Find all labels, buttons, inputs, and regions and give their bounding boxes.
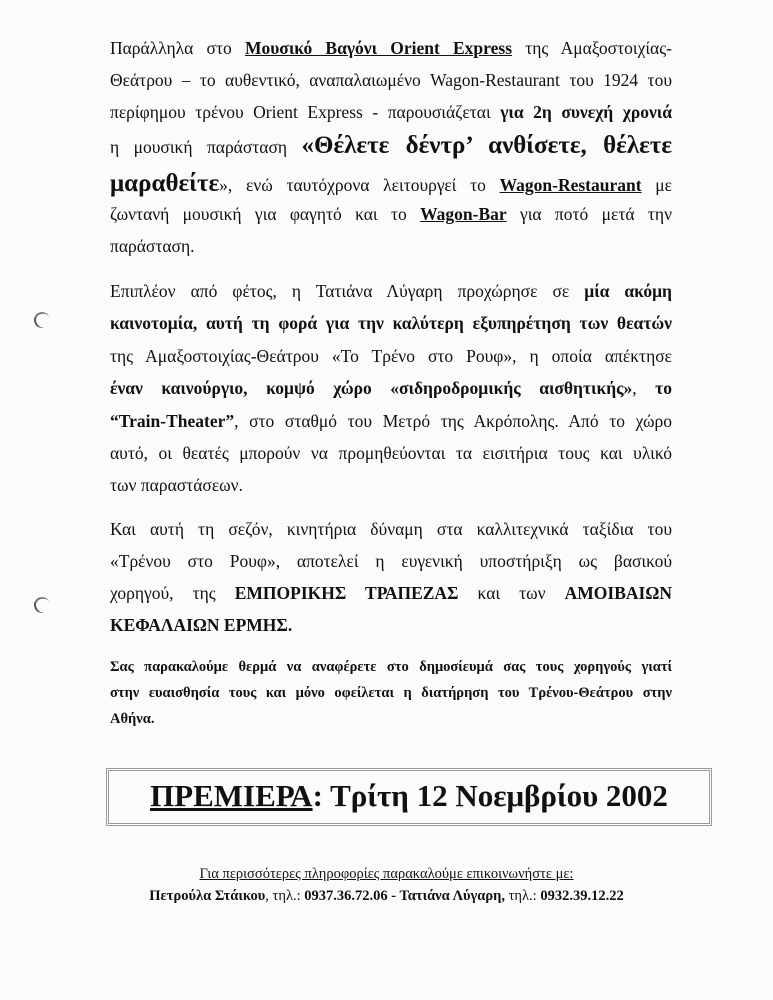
text-line [110, 235, 672, 257]
text-line [110, 37, 672, 59]
contact-name: Τατιάνα Λύγαρη, [399, 888, 505, 904]
text-line [110, 131, 672, 162]
premiere-date: : Τρίτη 12 Νοεμβρίου 2002 [312, 778, 668, 813]
text: », ενώ ταυτόχρονα λειτουργεί το [219, 175, 500, 195]
text-line [110, 280, 672, 302]
text: αυτό, οι θεατές μπορούν να προμηθεύονται τα εισιτήρια τους και υλικό [110, 443, 672, 463]
text: Παράλληλα στο [110, 38, 245, 58]
text: , στο σταθμό του Μετρό της Ακρόπολης. Από το χώρο [234, 411, 672, 431]
text-line [110, 708, 672, 730]
text: για ποτό μετά την [506, 204, 673, 224]
text: παράσταση. [110, 236, 195, 256]
text-line [110, 345, 672, 367]
bold-text: ΚΕΦΑΛΑΙΩΝ ΕΡΜΗΣ. [110, 615, 293, 635]
bold-text: στην ευαισθησία τους και μόνο οφείλεται η διατήρηση του Τρένου-Θεάτρου στην [110, 685, 672, 701]
bold-text: Wagon-Restaurant [499, 175, 642, 195]
text-line [110, 518, 672, 540]
bold-text: ΕΜΠΟΡΙΚΗΣ ΤΡΑΠΕΖΑΣ [234, 583, 459, 603]
bold-text: Αθήνα. [110, 711, 155, 727]
contact-phone: 0937.36.72.06 - [304, 888, 400, 904]
text-line [110, 69, 672, 91]
contact-intro: Για περισσότερες πληροφορίες παρακαλούμε επικοινωνήστε με: [199, 866, 574, 882]
text: της Αμαξοστοιχίας- [512, 38, 672, 58]
text-line [110, 550, 672, 572]
text: Θεάτρου – το αυθεντικό, αναπαλαιωμένο Wagon-Restaurant του 1924 του [110, 70, 672, 90]
text: ζωντανή μουσική για φαγητό και το [110, 204, 421, 224]
tel-label: , τηλ.: [265, 888, 305, 904]
bold-text: μαραθείτε [110, 170, 220, 197]
text-line [110, 656, 672, 678]
text: «Τρένου στο Ρουφ», αποτελεί η ευγενική υποστήριξη ως βασικού [110, 551, 672, 571]
tel-label: τηλ.: [504, 888, 541, 904]
bold-text: “Train-Theater” [110, 411, 235, 431]
punch-hole-mark [32, 310, 53, 331]
bold-text: μία ακόμη [584, 281, 672, 301]
text-line [110, 614, 672, 636]
bold-text: Μουσικό Βαγόνι Orient Express [244, 38, 513, 58]
text-line [110, 474, 672, 496]
text: περίφημου τρένου Orient Express - παρουσιάζεται [110, 102, 501, 122]
text-line [110, 203, 672, 225]
text: και των [458, 583, 565, 603]
text-line [110, 169, 672, 200]
bold-text: Wagon-Bar [420, 204, 507, 224]
bold-text: έναν καινούργιο, κομψό χώρο «σιδηροδρομικής αισθητικής» [110, 378, 633, 398]
text-line [110, 312, 672, 334]
text: με [641, 175, 672, 195]
text: Επιπλέον από φέτος, η Τατιάνα Λύγαρη προχώρησε σε [110, 281, 585, 301]
contact-name: Πετρούλα Στάικου [149, 888, 266, 904]
bold-text: ΑΜΟΙΒΑΙΩΝ [564, 583, 672, 603]
premiere-heading [106, 776, 712, 816]
bold-text: «Θέλετε δέντρ’ ανθίσετε, θέλετε [301, 132, 673, 159]
text: Και αυτή τη σεζόν, κινητήρια δύναμη στα καλλιτεχνικά ταξίδια του [110, 519, 672, 539]
text: των παραστάσεων. [110, 475, 243, 495]
premiere-label: ΠΡΕΜΙΕΡΑ [150, 778, 313, 813]
text-line [110, 442, 672, 464]
text-line [110, 377, 672, 399]
text: χορηγού, της [110, 583, 235, 603]
text-line [110, 101, 672, 123]
text-line [110, 410, 672, 432]
text: , [632, 378, 656, 398]
text: της Αμαξοστοιχίας-Θεάτρου «Το Τρένο στο Ρουφ», η οποία απέκτησε [110, 346, 672, 366]
text: η μουσική παράσταση [110, 137, 302, 157]
bold-text: για 2η συνεχή χρονιά [500, 102, 672, 122]
contact-line [0, 888, 773, 905]
bold-text: καινοτομία, αυτή τη φορά για την καλύτερη εξυπηρέτηση των θεατών [110, 313, 672, 333]
contact-phone: 0932.39.12.22 [540, 888, 624, 904]
text-line [110, 682, 672, 704]
bold-text: Σας παρακαλούμε θερμά να αναφέρετε στο δημοσίευμά σας τους χορηγούς γιατί [110, 659, 672, 675]
text-line [110, 582, 672, 604]
bold-text: το [655, 378, 672, 398]
punch-hole-mark [32, 595, 53, 616]
